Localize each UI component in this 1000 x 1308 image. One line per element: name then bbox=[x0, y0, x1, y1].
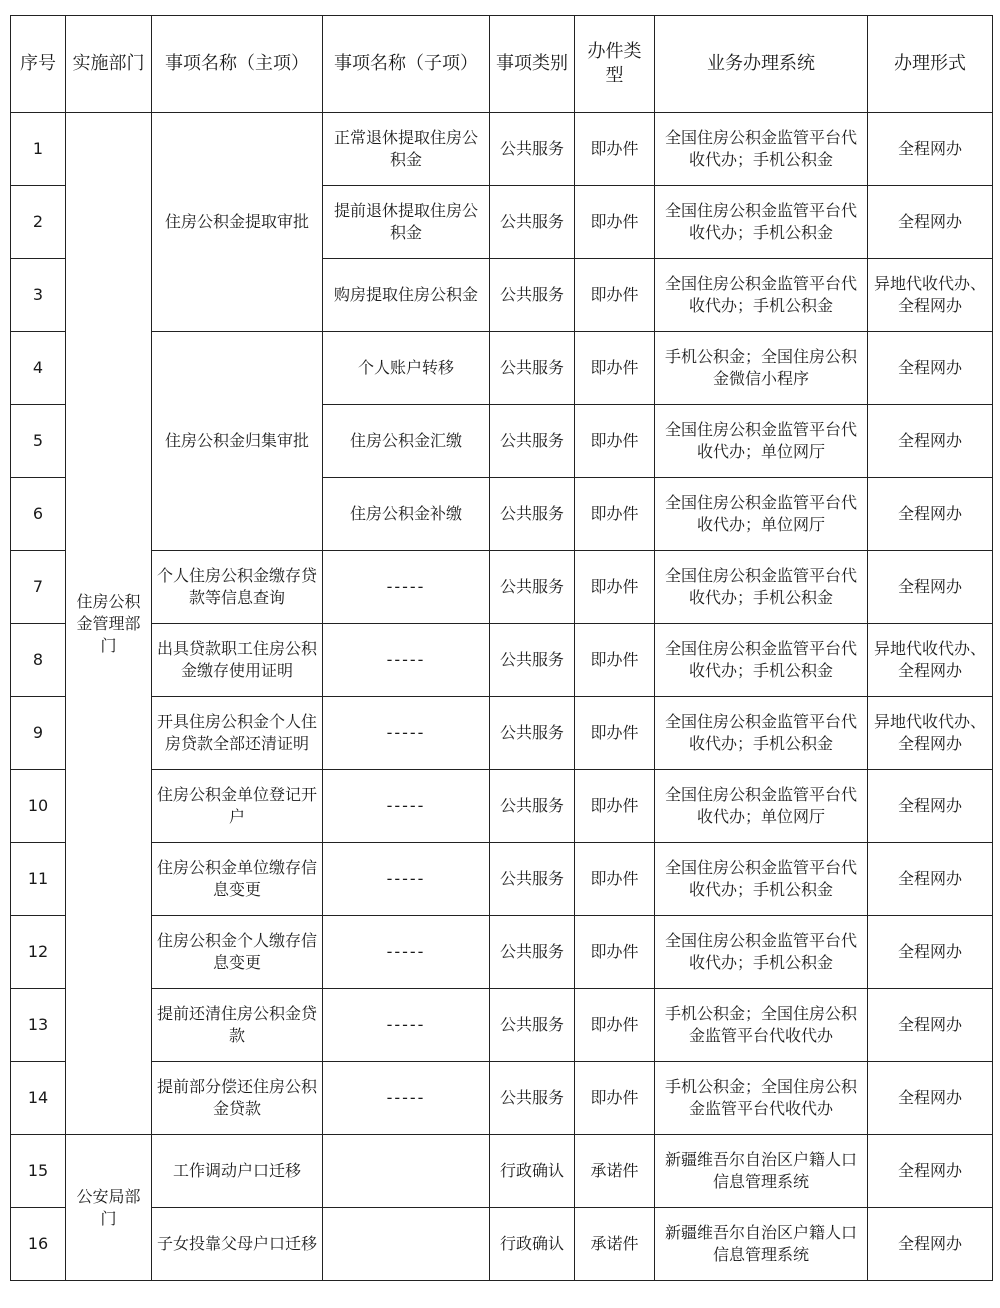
cell-sub-item: 购房提取住房公积金 bbox=[323, 259, 490, 332]
cell-system: 手机公积金；全国住房公积金微信小程序 bbox=[655, 332, 868, 405]
cell-main-item: 子女投靠父母户口迁移 bbox=[152, 1208, 323, 1281]
cell-form: 全程网办 bbox=[868, 405, 993, 478]
cell-category: 公共服务 bbox=[490, 186, 575, 259]
cell-category: 公共服务 bbox=[490, 405, 575, 478]
cell-category: 公共服务 bbox=[490, 113, 575, 186]
table-row bbox=[11, 989, 993, 1062]
cell-form: 异地代收代办、全程网办 bbox=[868, 624, 993, 697]
cell-handle-type: 即办件 bbox=[575, 332, 655, 405]
cell-handle-type: 即办件 bbox=[575, 916, 655, 989]
cell-seq: 10 bbox=[11, 770, 66, 843]
cell-group-collect: 住房公积金归集审批 bbox=[152, 332, 323, 551]
table-row bbox=[11, 916, 993, 989]
cell-form: 全程网办 bbox=[868, 1062, 993, 1135]
cell-seq: 5 bbox=[11, 405, 66, 478]
cell-main-item: 住房公积金单位缴存信息变更 bbox=[152, 843, 323, 916]
cell-sub-item: ----- bbox=[323, 916, 490, 989]
cell-handle-type: 即办件 bbox=[575, 259, 655, 332]
cell-seq: 9 bbox=[11, 697, 66, 770]
cell-main-item: 住房公积金个人缴存信息变更 bbox=[152, 916, 323, 989]
cell-seq: 14 bbox=[11, 1062, 66, 1135]
cell-system: 全国住房公积金监管平台代收代办；手机公积金 bbox=[655, 551, 868, 624]
cell-sub-item: ----- bbox=[323, 624, 490, 697]
header-handle-type: 办件类型 bbox=[575, 16, 655, 113]
cell-system: 全国住房公积金监管平台代收代办；手机公积金 bbox=[655, 186, 868, 259]
cell-sub-item: ----- bbox=[323, 989, 490, 1062]
cell-form: 全程网办 bbox=[868, 843, 993, 916]
cell-sub-item bbox=[323, 1135, 490, 1208]
cell-handle-type: 即办件 bbox=[575, 1062, 655, 1135]
cell-form: 全程网办 bbox=[868, 1135, 993, 1208]
cell-sub-item: ----- bbox=[323, 697, 490, 770]
cell-seq: 4 bbox=[11, 332, 66, 405]
cell-sub-item: ----- bbox=[323, 1062, 490, 1135]
cell-system: 新疆维吾尔自治区户籍人口信息管理系统 bbox=[655, 1208, 868, 1281]
cell-main-item: 住房公积金单位登记开户 bbox=[152, 770, 323, 843]
header-form: 办理形式 bbox=[868, 16, 993, 113]
service-items-table bbox=[10, 15, 993, 1281]
cell-main-item: 工作调动户口迁移 bbox=[152, 1135, 323, 1208]
cell-category: 公共服务 bbox=[490, 624, 575, 697]
table-row bbox=[11, 1135, 993, 1208]
cell-category: 公共服务 bbox=[490, 843, 575, 916]
cell-category: 公共服务 bbox=[490, 916, 575, 989]
cell-form: 全程网办 bbox=[868, 916, 993, 989]
header-dept: 实施部门 bbox=[66, 16, 152, 113]
cell-category: 公共服务 bbox=[490, 770, 575, 843]
cell-form: 全程网办 bbox=[868, 551, 993, 624]
table-row bbox=[11, 1208, 993, 1281]
cell-seq: 15 bbox=[11, 1135, 66, 1208]
cell-system: 全国住房公积金监管平台代收代办；手机公积金 bbox=[655, 697, 868, 770]
cell-system: 手机公积金；全国住房公积金监管平台代收代办 bbox=[655, 989, 868, 1062]
table-row bbox=[11, 113, 993, 186]
cell-form: 全程网办 bbox=[868, 478, 993, 551]
cell-form: 全程网办 bbox=[868, 989, 993, 1062]
cell-seq: 3 bbox=[11, 259, 66, 332]
cell-handle-type: 承诺件 bbox=[575, 1208, 655, 1281]
cell-seq: 13 bbox=[11, 989, 66, 1062]
cell-category: 公共服务 bbox=[490, 478, 575, 551]
cell-form: 异地代收代办、全程网办 bbox=[868, 697, 993, 770]
header-category: 事项类别 bbox=[490, 16, 575, 113]
cell-category: 公共服务 bbox=[490, 1062, 575, 1135]
cell-seq: 1 bbox=[11, 113, 66, 186]
cell-seq: 11 bbox=[11, 843, 66, 916]
cell-sub-item: 提前退休提取住房公积金 bbox=[323, 186, 490, 259]
cell-seq: 7 bbox=[11, 551, 66, 624]
cell-system: 全国住房公积金监管平台代收代办；单位网厅 bbox=[655, 478, 868, 551]
cell-system: 全国住房公积金监管平台代收代办；单位网厅 bbox=[655, 770, 868, 843]
cell-sub-item: ----- bbox=[323, 551, 490, 624]
cell-handle-type: 即办件 bbox=[575, 405, 655, 478]
cell-form: 全程网办 bbox=[868, 186, 993, 259]
cell-handle-type: 即办件 bbox=[575, 843, 655, 916]
cell-main-item: 开具住房公积金个人住房贷款全部还清证明 bbox=[152, 697, 323, 770]
cell-sub-item: ----- bbox=[323, 843, 490, 916]
table-row bbox=[11, 697, 993, 770]
table-row bbox=[11, 1062, 993, 1135]
cell-system: 手机公积金；全国住房公积金监管平台代收代办 bbox=[655, 1062, 868, 1135]
cell-form: 全程网办 bbox=[868, 1208, 993, 1281]
table-row bbox=[11, 624, 993, 697]
cell-handle-type: 即办件 bbox=[575, 551, 655, 624]
cell-form: 全程网办 bbox=[868, 332, 993, 405]
cell-category: 行政确认 bbox=[490, 1135, 575, 1208]
cell-dept-police: 公安局部门 bbox=[66, 1135, 152, 1281]
cell-category: 公共服务 bbox=[490, 551, 575, 624]
table-row bbox=[11, 551, 993, 624]
cell-category: 公共服务 bbox=[490, 259, 575, 332]
cell-category: 公共服务 bbox=[490, 989, 575, 1062]
table-row bbox=[11, 770, 993, 843]
cell-main-item: 个人住房公积金缴存贷款等信息查询 bbox=[152, 551, 323, 624]
cell-handle-type: 即办件 bbox=[575, 624, 655, 697]
table-row bbox=[11, 332, 993, 405]
cell-sub-item: 住房公积金补缴 bbox=[323, 478, 490, 551]
cell-handle-type: 承诺件 bbox=[575, 1135, 655, 1208]
table-row bbox=[11, 843, 993, 916]
cell-handle-type: 即办件 bbox=[575, 186, 655, 259]
cell-category: 公共服务 bbox=[490, 332, 575, 405]
cell-handle-type: 即办件 bbox=[575, 478, 655, 551]
cell-seq: 16 bbox=[11, 1208, 66, 1281]
cell-sub-item: 住房公积金汇缴 bbox=[323, 405, 490, 478]
cell-dept-housing: 住房公积金管理部门 bbox=[66, 113, 152, 1135]
cell-form: 全程网办 bbox=[868, 770, 993, 843]
cell-main-item: 出具贷款职工住房公积金缴存使用证明 bbox=[152, 624, 323, 697]
cell-handle-type: 即办件 bbox=[575, 113, 655, 186]
cell-seq: 6 bbox=[11, 478, 66, 551]
cell-form: 异地代收代办、全程网办 bbox=[868, 259, 993, 332]
cell-system: 新疆维吾尔自治区户籍人口信息管理系统 bbox=[655, 1135, 868, 1208]
cell-system: 全国住房公积金监管平台代收代办；手机公积金 bbox=[655, 843, 868, 916]
cell-system: 全国住房公积金监管平台代收代办；手机公积金 bbox=[655, 259, 868, 332]
cell-form: 全程网办 bbox=[868, 113, 993, 186]
cell-seq: 8 bbox=[11, 624, 66, 697]
cell-handle-type: 即办件 bbox=[575, 989, 655, 1062]
cell-system: 全国住房公积金监管平台代收代办；手机公积金 bbox=[655, 916, 868, 989]
document-page bbox=[10, 15, 993, 1281]
header-seq: 序号 bbox=[11, 16, 66, 113]
cell-system: 全国住房公积金监管平台代收代办；单位网厅 bbox=[655, 405, 868, 478]
cell-sub-item: 个人账户转移 bbox=[323, 332, 490, 405]
cell-sub-item: ----- bbox=[323, 770, 490, 843]
cell-handle-type: 即办件 bbox=[575, 697, 655, 770]
cell-group-withdraw: 住房公积金提取审批 bbox=[152, 113, 323, 332]
cell-seq: 2 bbox=[11, 186, 66, 259]
cell-main-item: 提前部分偿还住房公积金贷款 bbox=[152, 1062, 323, 1135]
cell-handle-type: 即办件 bbox=[575, 770, 655, 843]
header-sub-item: 事项名称（子项） bbox=[323, 16, 490, 113]
cell-system: 全国住房公积金监管平台代收代办；手机公积金 bbox=[655, 113, 868, 186]
cell-system: 全国住房公积金监管平台代收代办；手机公积金 bbox=[655, 624, 868, 697]
cell-seq: 12 bbox=[11, 916, 66, 989]
cell-main-item: 提前还清住房公积金贷款 bbox=[152, 989, 323, 1062]
header-main-item: 事项名称（主项） bbox=[152, 16, 323, 113]
cell-sub-item: 正常退休提取住房公积金 bbox=[323, 113, 490, 186]
cell-sub-item bbox=[323, 1208, 490, 1281]
cell-category: 公共服务 bbox=[490, 697, 575, 770]
cell-category: 行政确认 bbox=[490, 1208, 575, 1281]
table-header-row bbox=[11, 16, 993, 113]
header-system: 业务办理系统 bbox=[655, 16, 868, 113]
